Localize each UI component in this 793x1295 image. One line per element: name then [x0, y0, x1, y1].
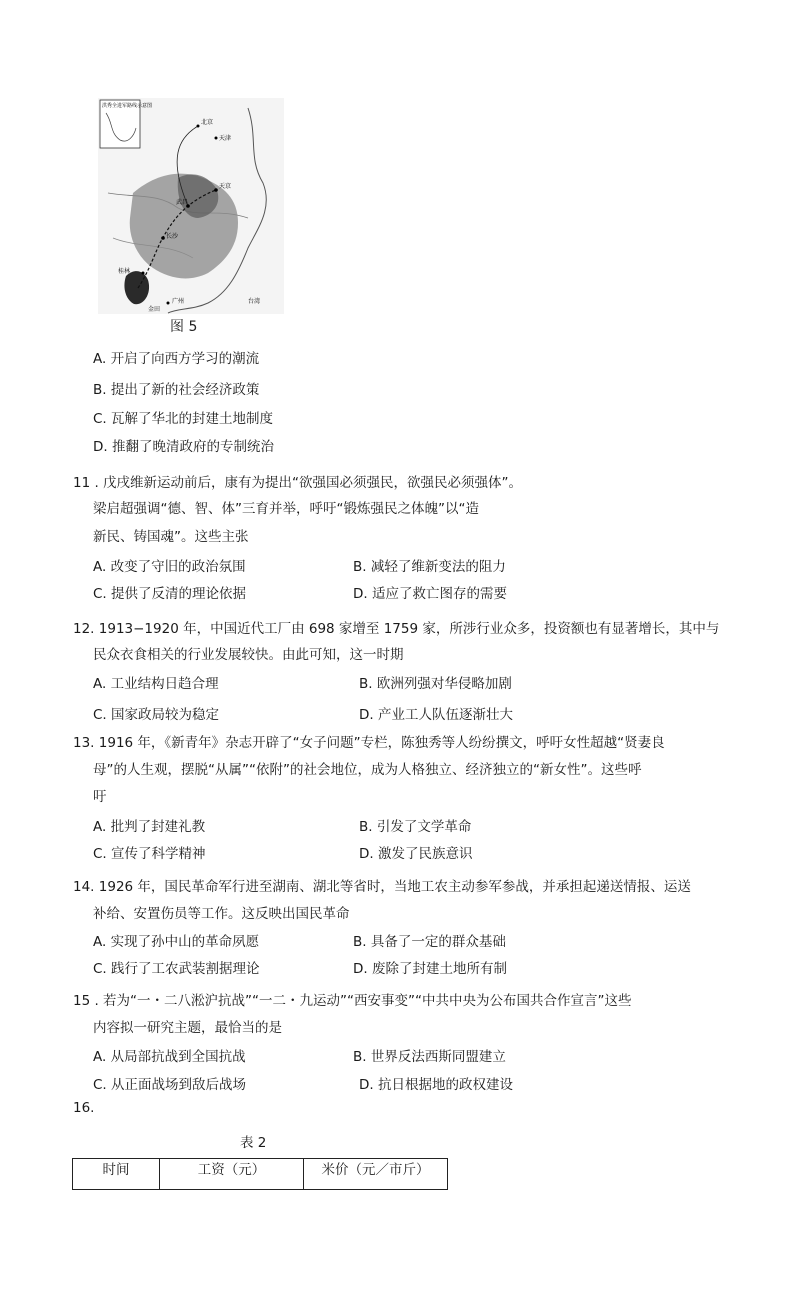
q11-option-c[interactable]: C. 提供了反清的理论依据	[93, 586, 247, 602]
map-inset-title: 洪秀全进军路线示意图	[102, 103, 153, 109]
q15-stem-line1: 15 . 若为“一・二八淞沪抗战”“一二・九运动”“西安事变”“中共中央为公布国共合作宣言”这些	[73, 993, 632, 1009]
q11-stem-line1: 11 . 戊戌维新运动前后，康有为提出“欲强国必须强民，欲强民必须强体”。	[73, 475, 523, 491]
table-header-cell: 时间	[73, 1159, 160, 1190]
q14-option-b[interactable]: B. 具备了一定的群众基础	[353, 934, 506, 950]
q12-option-d[interactable]: D. 产业工人队伍逐渐壮大	[359, 707, 513, 723]
map-label-taiwan: 台湾	[248, 298, 261, 305]
map-label-jintian: 金田	[148, 306, 161, 313]
figure-caption: 图 5	[170, 319, 198, 335]
q14-option-c[interactable]: C. 践行了工农武装割据理论	[93, 961, 260, 977]
map-label-tianjin: 天津	[219, 135, 232, 142]
q12-option-b[interactable]: B. 欧洲列强对华侵略加剧	[359, 676, 512, 692]
map-label-guangzhou: 广州	[172, 298, 185, 305]
q12-stem-line1: 12. 1913−1920 年，中国近代工厂由 698 家增至 1759 家，所涉行业众多，投资额也有显著增长，其中与	[73, 621, 720, 637]
q16-number: 16.	[73, 1100, 95, 1116]
map-label-guilin: 桂林	[118, 268, 131, 275]
q14-option-d[interactable]: D. 废除了封建土地所有制	[353, 961, 507, 977]
q10-option-a[interactable]: A. 开启了向西方学习的潮流	[93, 351, 260, 367]
q13-option-b[interactable]: B. 引发了文学革命	[359, 819, 472, 835]
q11-stem-line2: 梁启超强调“德、智、体”三育并举，呼吁“锻炼强民之体魄”以“造	[93, 501, 479, 517]
table-title: 表 2	[240, 1135, 267, 1151]
q13-option-c[interactable]: C. 宣传了科学精神	[93, 846, 206, 862]
table-header-row	[73, 1159, 448, 1190]
q15-option-c[interactable]: C. 从正面战场到敌后战场	[93, 1077, 247, 1093]
q11-stem-line3: 新民、铸国魂”。这些主张	[93, 529, 249, 545]
q10-option-d[interactable]: D. 推翻了晚清政府的专制统治	[93, 439, 274, 455]
q11-option-a[interactable]: A. 改变了守旧的政治氛围	[93, 559, 246, 575]
q14-stem-line1: 14. 1926 年，国民革命军行进至湖南、湖北等省时，当地工农主动参军参战，并承担起递送情报、运送	[73, 879, 691, 895]
q11-option-b[interactable]: B. 减轻了维新变法的阻力	[353, 559, 506, 575]
q13-stem-line1: 13. 1916 年，《新青年》杂志开辟了“女子问题”专栏，陈独秀等人纷纷撰文，呼吁女性超越“贤妻良	[73, 735, 665, 751]
map-image	[98, 98, 284, 338]
q12-stem-line2: 民众衣食相关的行业发展较快。由此可知，这一时期	[93, 647, 404, 663]
q13-stem-line2: 母”的人生观，摆脱“从属”“依附”的社会地位，成为人格独立、经济独立的“新女性”。这些呼	[93, 762, 642, 778]
q12-option-a[interactable]: A. 工业结构日趋合理	[93, 676, 219, 692]
table-header-cell: 米价（元／市斤）	[304, 1159, 448, 1190]
q15-option-a[interactable]: A. 从局部抗战到全国抗战	[93, 1049, 246, 1065]
map-label-wuchang: 武昌	[176, 199, 189, 206]
q10-option-b[interactable]: B. 提出了新的社会经济政策	[93, 382, 260, 398]
q14-stem-line2: 补给、安置伤员等工作。这反映出国民革命	[93, 906, 350, 922]
q13-stem-line3: 吁	[93, 789, 107, 805]
q13-option-a[interactable]: A. 批判了封建礼教	[93, 819, 206, 835]
q11-option-d[interactable]: D. 适应了救亡图存的需要	[353, 586, 507, 602]
q15-option-b[interactable]: B. 世界反法西斯同盟建立	[353, 1049, 506, 1065]
table-header-cell: 工资（元）	[160, 1159, 304, 1190]
q14-option-a[interactable]: A. 实现了孙中山的革命夙愿	[93, 934, 260, 950]
q15-stem-line2: 内容拟一研究主题，最恰当的是	[93, 1020, 282, 1036]
q13-option-d[interactable]: D. 激发了民族意识	[359, 846, 473, 862]
map-label-changsha: 长沙	[166, 233, 179, 240]
q15-option-d[interactable]: D. 抗日根据地的政权建设	[359, 1077, 513, 1093]
map-figure	[98, 98, 284, 338]
q10-option-c[interactable]: C. 瓦解了华北的封建土地制度	[93, 411, 274, 427]
map-label-beijing: 北京	[201, 119, 214, 126]
map-label-tianjing: 天京	[219, 183, 232, 190]
data-table	[72, 1158, 448, 1190]
q12-option-c[interactable]: C. 国家政局较为稳定	[93, 707, 220, 723]
